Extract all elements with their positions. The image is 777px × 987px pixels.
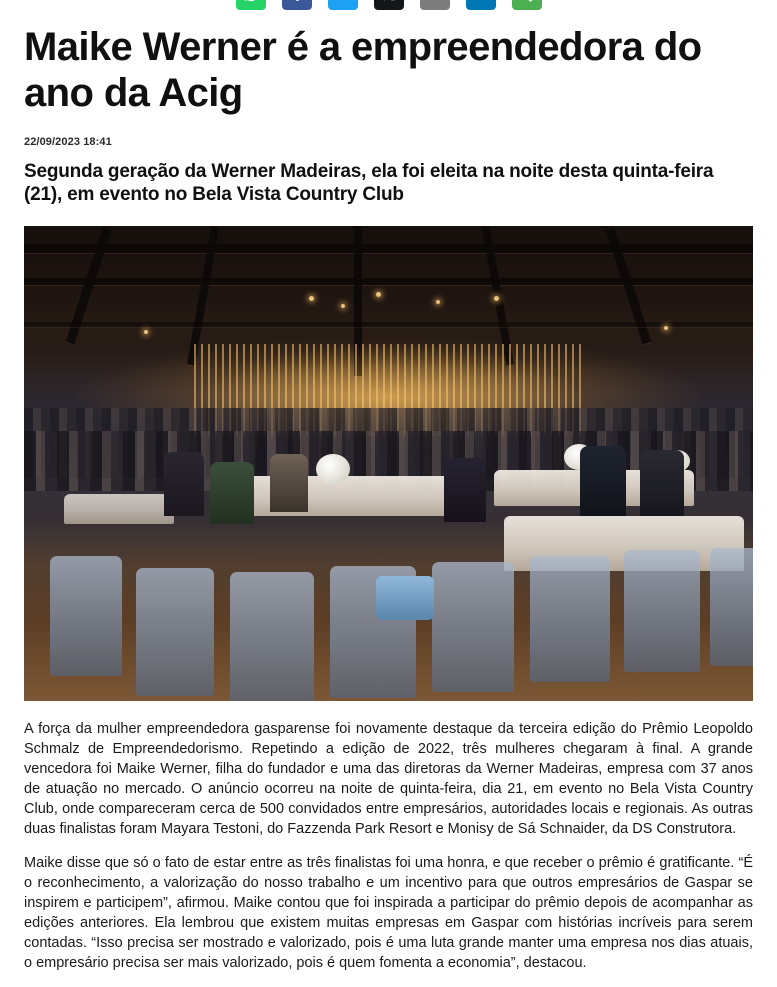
article-paragraph: A força da mulher empreendedora gasparense foi novamente destaque da terceira edição do Prêmio Leopoldo Schmalz de Empreendedorismo. Repetindo a edição de 2022, três mulheres chegaram à final. A grande vencedora foi Maike Werner, filha do fundador e uma das diretoras da Werner Madeiras, empresa com 37 anos de atuação no mercado. O anúncio ocorreu na noite de quinta-feira, dia 21, em evento no Bela Vista Country Club, onde compareceram cerca de 500 convidados entre empresários, autoridades locais e regionais. As outras duas finalistas foram Mayara Testoni, do Fazzenda Park Resort e Monisy de Sá Schnaider, da DS Construtora.: [24, 721, 753, 837]
article-body: [0, 719, 777, 973]
share-linkedin-button[interactable]: [466, 0, 496, 10]
article-paragraph: Maike disse que só o fato de estar entre as três finalistas foi uma honra, e que receber o prêmio é gratificante. “É o reconhecimento, a valorização do nosso trabalho e um incentivo para que outros empresários de Gaspar se inspirem e participem”, afirmou. Maike contou que foi inspirada a participar do prêmio depois de acompanhar as edições anteriores. Ela lembrou que existem muitas empresas em Gaspar com histórias incríveis para serem contadas. “Isso precisa ser mostrado e valorizado, pois é uma luta grande manter uma empresa nos dias atuais, o empresário precisa ser mais valorizado, pois é quem fomenta a economia”, destacou.: [24, 855, 753, 971]
share-more-button[interactable]: [512, 0, 542, 10]
share-facebook-button[interactable]: [282, 0, 312, 10]
article-photo: [24, 226, 753, 701]
article-photo-image: [24, 226, 753, 701]
share-x-button[interactable]: [374, 0, 404, 10]
share-email-button[interactable]: [420, 0, 450, 10]
publish-timestamp: 22/09/2023 18:41: [24, 136, 112, 148]
social-share-bar: [0, 0, 777, 10]
page-title: Maike Werner é a empreendedora do ano da Acig: [24, 25, 702, 115]
article-header: [0, 24, 777, 701]
article-subhead: Segunda geração da Werner Madeiras, ela foi eleita na noite desta quinta-feira (21), em evento no Bela Vista Country Club: [24, 161, 714, 205]
share-whatsapp-button[interactable]: [236, 0, 266, 10]
share-twitter-button[interactable]: [328, 0, 358, 10]
